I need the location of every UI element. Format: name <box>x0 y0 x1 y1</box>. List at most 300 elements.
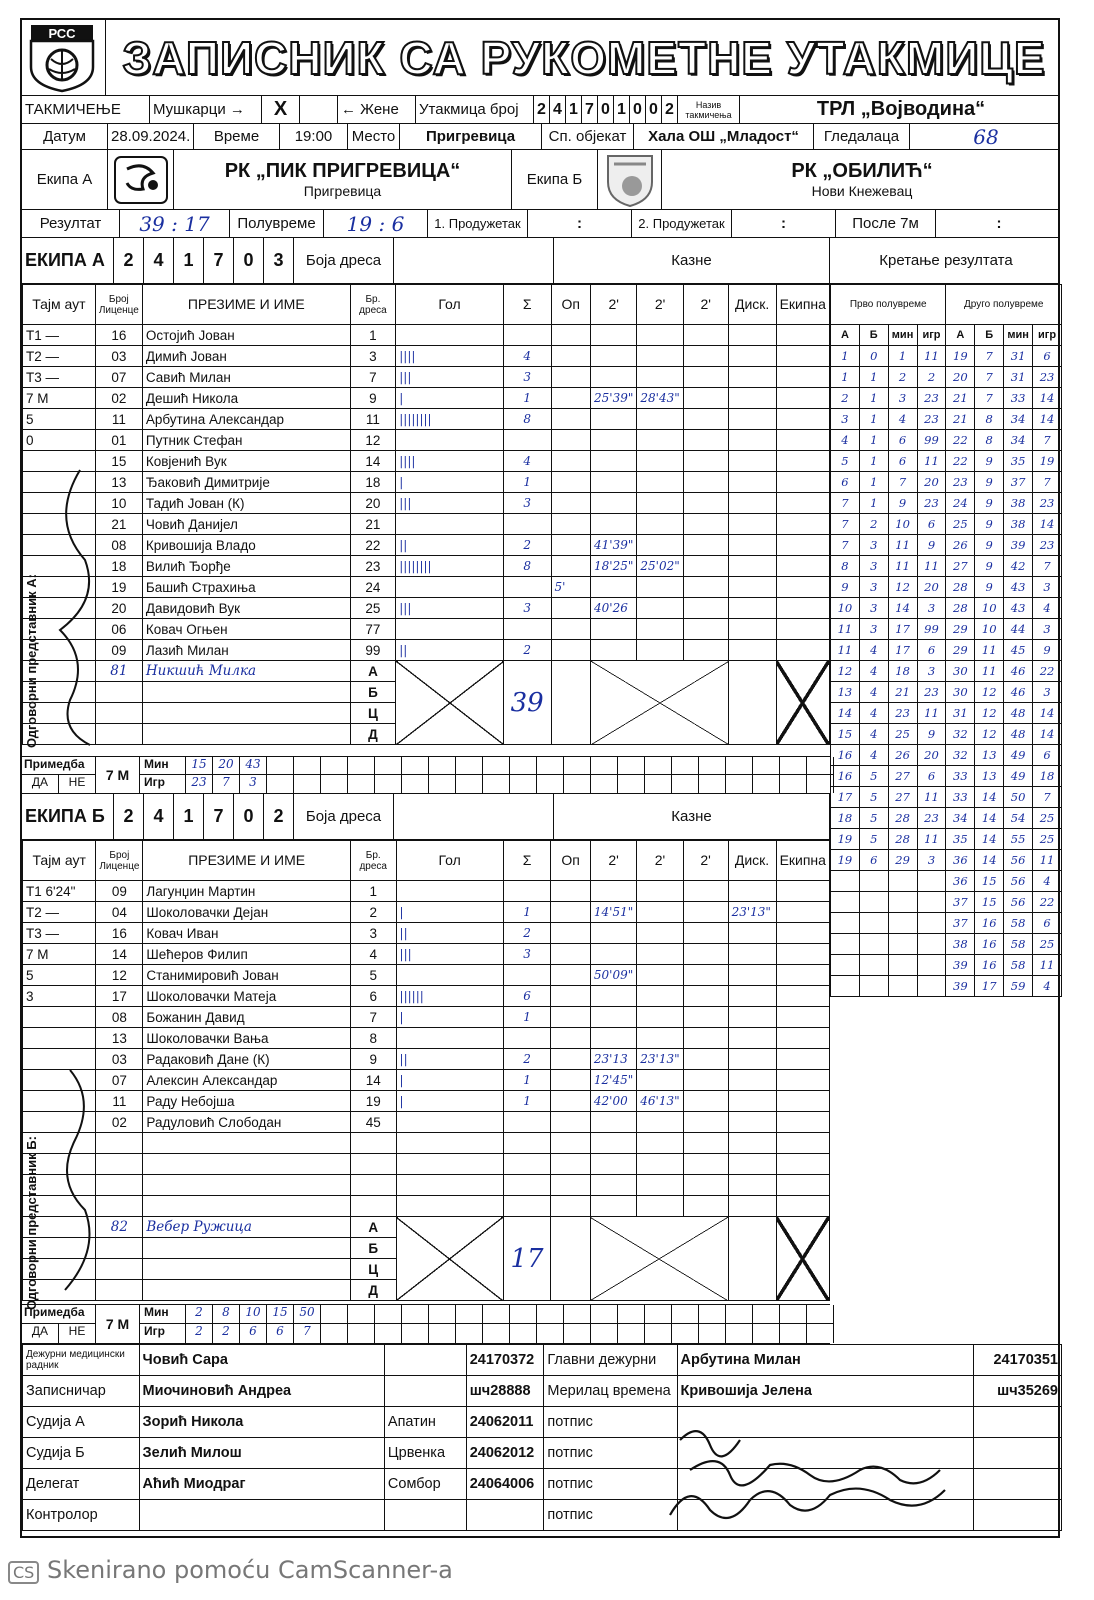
player-cell: Станимировић Јован <box>143 965 351 986</box>
team-b-jersey-label: Боја дреса <box>294 794 394 839</box>
player-cell: 3 <box>503 367 551 388</box>
player-cell: |||||||| <box>396 409 504 430</box>
player-cell <box>683 388 728 409</box>
progress-cell: 48 <box>1004 724 1033 745</box>
no-label: НЕ <box>68 1324 86 1338</box>
player-cell <box>728 881 776 902</box>
official-name <box>142 682 350 703</box>
player-cell: Човић Данијел <box>142 514 350 535</box>
progress-row <box>831 367 1062 388</box>
team-a-code-digit: 2 <box>114 238 144 283</box>
progress-col-header: игр <box>917 325 946 346</box>
player-cell <box>551 1007 590 1028</box>
player-cell: 46'13" <box>637 1091 683 1112</box>
player-cell <box>728 923 776 944</box>
progress-row <box>831 808 1062 829</box>
player-cell: 40'26 <box>591 598 637 619</box>
column-header: Оп <box>551 285 591 325</box>
progress-cell: 39 <box>1004 535 1033 556</box>
progress-cell <box>831 955 860 976</box>
player-cell <box>637 1196 683 1217</box>
progress-row <box>831 724 1062 745</box>
org-label: РСС <box>48 25 76 41</box>
player-cell <box>776 1196 829 1217</box>
player-cell <box>637 514 683 535</box>
player-cell: 7 <box>350 367 396 388</box>
progress-cell: 35 <box>946 829 975 850</box>
player-cell: Дешић Никола <box>142 388 350 409</box>
note-block <box>22 757 96 793</box>
official-code: Б <box>350 1238 396 1259</box>
player-cell <box>776 409 829 430</box>
sevenm-min <box>564 757 590 775</box>
sevenm-igr: 23 <box>191 775 207 789</box>
sevenm-igr <box>807 775 833 793</box>
result-value: 39 : 17 <box>120 210 230 237</box>
sevenm-min <box>510 757 536 775</box>
player-cell <box>683 514 728 535</box>
player-cell: Ђаковић Димитрије <box>142 472 350 493</box>
team-b-code-digit: 7 <box>204 794 234 839</box>
progress-cell: 32 <box>946 724 975 745</box>
progress-row <box>831 640 1062 661</box>
progress-cell: 1 <box>859 472 888 493</box>
player-cell: | <box>396 1070 503 1091</box>
progress-cell: 6 <box>1033 913 1062 934</box>
player-cell <box>503 1154 551 1175</box>
official-staff-row <box>23 1376 1062 1407</box>
official-code: Ц <box>350 1259 396 1280</box>
sevenm-cell <box>537 757 564 793</box>
progress-cell: 20 <box>917 745 946 766</box>
player-cell <box>728 535 776 556</box>
crossed-cell <box>776 1217 829 1301</box>
staff-role: Судија Б <box>23 1438 140 1469</box>
player-cell: 10 <box>95 493 142 514</box>
player-cell: 20 <box>350 493 396 514</box>
progress-cell: 11 <box>917 346 946 367</box>
progress-col-header: мин <box>1004 325 1033 346</box>
sevenm-min <box>618 1305 644 1324</box>
sevenm-cell <box>402 1305 429 1343</box>
player-cell: 21 <box>95 514 142 535</box>
player-cell <box>683 1175 728 1196</box>
column-header: Екипна <box>776 841 829 881</box>
sevenm-cell <box>375 757 402 793</box>
player-cell: Кривошија Владо <box>142 535 350 556</box>
player-cell <box>683 598 728 619</box>
progress-cell: 31 <box>946 703 975 724</box>
staff-role2: потпис <box>544 1407 677 1438</box>
after7-value: : <box>996 215 1002 232</box>
progress-cell: 23 <box>917 808 946 829</box>
team-b-name: РК „ОБИЛИЋ“ <box>791 160 933 182</box>
progress-cell: 1 <box>859 451 888 472</box>
min-igr-labels <box>140 757 186 793</box>
sevenm-igr <box>672 775 698 793</box>
sevenm-igr <box>537 1324 563 1343</box>
sevenm-min <box>429 1305 455 1324</box>
progress-cell: 5 <box>859 766 888 787</box>
progress-row <box>831 787 1062 808</box>
progress-cell: 12 <box>975 682 1004 703</box>
player-cell <box>591 514 637 535</box>
staff-lic2: 24170351 <box>974 1345 1062 1376</box>
player-cell <box>728 346 776 367</box>
sevenm-igr <box>321 1324 347 1343</box>
progress-cell: 14 <box>1033 388 1062 409</box>
player-cell: Ковач Иван <box>143 923 351 944</box>
venue-label: Сп. објекат <box>542 124 634 149</box>
player-cell: 18 <box>350 472 396 493</box>
yes-label: ДА <box>22 775 59 793</box>
sevenm-igr: 6 <box>249 1324 257 1338</box>
sevenm-igr <box>726 775 752 793</box>
team-b-city: Нови Кнежевац <box>811 183 913 199</box>
progress-cell: 16 <box>831 766 860 787</box>
progress-cell: 13 <box>975 745 1004 766</box>
player-cell <box>503 1196 551 1217</box>
progress-cell <box>859 976 888 997</box>
progress-cell: 19 <box>831 829 860 850</box>
first-half-label: Прво полувреме <box>831 285 946 325</box>
sevenm-min <box>348 1305 374 1324</box>
player-cell <box>683 472 728 493</box>
comp-name: ТРЛ „Војводина“ <box>816 98 986 120</box>
sevenm-min <box>456 1305 482 1324</box>
player-cell: T3 — <box>23 367 96 388</box>
progress-cell: 8 <box>975 430 1004 451</box>
team-a-header-row <box>22 238 1058 284</box>
progress-row <box>831 556 1062 577</box>
yes-no <box>22 775 95 793</box>
progress-cell: 33 <box>1004 388 1033 409</box>
staff-city <box>384 1500 466 1531</box>
player-cell <box>591 577 637 598</box>
progress-cell <box>917 934 946 955</box>
player-cell <box>551 1112 590 1133</box>
player-cell <box>551 1133 590 1154</box>
staff-lic2 <box>974 1500 1062 1531</box>
player-cell: 13 <box>95 472 142 493</box>
player-cell <box>396 1175 503 1196</box>
note-label: Примедба <box>22 1305 95 1324</box>
player-cell <box>637 535 683 556</box>
progress-cell: 22 <box>946 451 975 472</box>
progress-row <box>831 472 1062 493</box>
player-cell <box>551 1154 590 1175</box>
progress-row <box>831 976 1062 997</box>
progress-cell: 3 <box>917 850 946 871</box>
player-cell: 25 <box>350 598 396 619</box>
progress-cell: 19 <box>1033 451 1062 472</box>
player-cell <box>683 965 728 986</box>
player-row <box>23 1133 830 1154</box>
progress-cell: 37 <box>946 892 975 913</box>
team-b-code-digit: 2 <box>114 794 144 839</box>
progress-cell: 11 <box>917 829 946 850</box>
player-cell: 17 <box>96 986 143 1007</box>
player-cell <box>637 430 683 451</box>
player-cell <box>683 986 728 1007</box>
half-value: 19 : 6 <box>324 210 428 237</box>
player-cell: |||||||| <box>396 556 504 577</box>
player-cell <box>637 577 683 598</box>
player-cell <box>503 965 551 986</box>
official-name: Вебер Ружица <box>143 1217 351 1238</box>
player-cell <box>728 1049 776 1070</box>
player-cell: 25'39" <box>591 388 637 409</box>
match-number <box>534 96 678 123</box>
player-cell <box>590 1133 636 1154</box>
sevenm-cell <box>699 757 726 793</box>
staff-lic2 <box>974 1407 1062 1438</box>
progress-cell <box>831 892 860 913</box>
sevenm-cell <box>672 1305 699 1343</box>
player-cell: 5 <box>23 965 96 986</box>
player-cell <box>776 556 829 577</box>
progress-cell: 7 <box>831 535 860 556</box>
progress-cell: 1 <box>859 409 888 430</box>
progress-cell: 21 <box>946 409 975 430</box>
player-cell: T1 6'24" <box>23 881 96 902</box>
progress-cell: 4 <box>859 640 888 661</box>
team-a-code-digit: 1 <box>174 238 204 283</box>
player-cell <box>551 1028 590 1049</box>
progress-row <box>831 703 1062 724</box>
column-header: 2' <box>637 285 683 325</box>
staff-name2: Арбутина Милан <box>677 1345 973 1376</box>
progress-cell: 7 <box>975 367 1004 388</box>
progress-cell: 9 <box>917 724 946 745</box>
progress-cell: 58 <box>1004 913 1033 934</box>
sevenm-igr <box>510 775 536 793</box>
staff-role2: потпис <box>544 1469 677 1500</box>
progress-row <box>831 913 1062 934</box>
official-row <box>23 661 830 682</box>
player-cell <box>683 1028 728 1049</box>
column-header: Тајм аут <box>23 285 96 325</box>
staff-lic: 24064006 <box>466 1469 544 1500</box>
sevenm-cell <box>348 1305 375 1343</box>
progress-cell: 1 <box>859 493 888 514</box>
player-cell <box>590 1196 636 1217</box>
note-block <box>22 1305 96 1343</box>
player-cell: ||| <box>396 944 503 965</box>
progress-cell <box>859 871 888 892</box>
player-cell: 1 <box>503 1070 551 1091</box>
progress-cell: 36 <box>946 850 975 871</box>
player-cell <box>776 944 829 965</box>
progress-row <box>831 619 1062 640</box>
progress-cell: 36 <box>946 871 975 892</box>
sevenm-min <box>429 757 455 775</box>
progress-cell: 22 <box>946 430 975 451</box>
player-cell <box>503 1028 551 1049</box>
player-row <box>23 493 830 514</box>
sevenm-igr <box>375 775 401 793</box>
player-cell: |||| <box>396 346 504 367</box>
sevenm-min <box>537 757 563 775</box>
player-cell <box>683 1133 728 1154</box>
column-header: ПРЕЗИМЕ И ИМЕ <box>142 285 350 325</box>
progress-cell: 9 <box>917 535 946 556</box>
progress-header-row <box>831 285 1062 325</box>
sevenm-cell <box>267 1305 294 1343</box>
player-cell <box>350 1175 396 1196</box>
player-cell: 14 <box>350 451 396 472</box>
team-a-logo <box>108 150 174 209</box>
official-name: Никшић Милка <box>142 661 350 682</box>
progress-cell: 11 <box>1033 955 1062 976</box>
player-cell <box>728 1028 776 1049</box>
official-name <box>143 1238 351 1259</box>
player-cell: T1 — <box>23 325 96 346</box>
progress-cell: 6 <box>1033 346 1062 367</box>
progress-cell: 1 <box>831 346 860 367</box>
progress-row <box>831 577 1062 598</box>
player-cell <box>396 1196 503 1217</box>
progress-cell: 50 <box>1004 787 1033 808</box>
competition-row <box>22 96 1058 124</box>
sevenm-igr <box>564 1324 590 1343</box>
player-cell: 07 <box>95 367 142 388</box>
player-cell <box>776 430 829 451</box>
progress-cell: 31 <box>1004 367 1033 388</box>
title-row <box>22 20 1058 96</box>
progress-cell: 15 <box>831 724 860 745</box>
player-cell: 16 <box>95 325 142 346</box>
player-cell: | <box>396 472 504 493</box>
player-cell <box>728 388 776 409</box>
sevenm-min <box>753 1305 779 1324</box>
yes-label: ДА <box>22 1324 59 1343</box>
progress-cell: 3 <box>859 535 888 556</box>
progress-cell: 24 <box>946 493 975 514</box>
player-cell: 1 <box>503 1091 551 1112</box>
sevenm-igr <box>483 1324 509 1343</box>
player-cell <box>683 430 728 451</box>
team-a-jersey-value <box>394 238 554 283</box>
progress-cell: 11 <box>975 640 1004 661</box>
sevenm-igr <box>780 775 806 793</box>
venue-value: Хала ОШ „Младост“ <box>634 124 814 149</box>
player-cell: 23 <box>350 556 396 577</box>
sevenm-min <box>375 757 401 775</box>
player-cell <box>683 535 728 556</box>
player-cell: 8 <box>350 1028 396 1049</box>
ot2-value: : <box>732 210 836 237</box>
team-a-table <box>22 284 830 745</box>
match-no-digit: 0 <box>646 96 662 123</box>
player-cell: 1 <box>350 325 396 346</box>
sevenm-min <box>699 1305 725 1324</box>
sevenm-igr <box>645 1324 671 1343</box>
player-cell: 4 <box>350 944 396 965</box>
progress-cell: 26 <box>888 745 917 766</box>
official-lic: 82 <box>96 1217 143 1238</box>
sevenm-igr <box>348 1324 374 1343</box>
player-cell: 01 <box>95 430 142 451</box>
sevenm-min <box>321 1305 347 1324</box>
player-cell <box>728 472 776 493</box>
player-cell: 3 <box>503 493 551 514</box>
empty-cell <box>728 661 776 745</box>
player-cell: Радаковић Дане (К) <box>143 1049 351 1070</box>
progress-cell: 1 <box>859 430 888 451</box>
staff-role: Делегат <box>23 1469 140 1500</box>
sevenm-cell <box>213 757 240 793</box>
player-cell <box>683 409 728 430</box>
comp-name-label: Назив такмичења <box>678 96 740 123</box>
progress-cell: 55 <box>1004 829 1033 850</box>
progress-row <box>831 388 1062 409</box>
progress-cell: 11 <box>888 535 917 556</box>
table-header-row <box>23 285 830 325</box>
match-no-digit: 2 <box>534 96 550 123</box>
player-row <box>23 902 830 923</box>
player-cell <box>637 986 683 1007</box>
staff-role: Судија А <box>23 1407 140 1438</box>
team-a-jersey-label: Боја дреса <box>294 238 394 283</box>
men-label: Мушкарци <box>153 101 226 118</box>
player-cell <box>551 472 591 493</box>
sevenm-cell <box>294 757 321 793</box>
player-row <box>23 1175 830 1196</box>
player-row <box>23 388 830 409</box>
staff-role: Контролор <box>23 1500 140 1531</box>
player-cell <box>590 923 636 944</box>
player-cell <box>551 367 591 388</box>
player-cell <box>683 325 728 346</box>
player-cell <box>683 451 728 472</box>
player-cell <box>728 325 776 346</box>
official-name <box>143 1259 351 1280</box>
progress-cell: 4 <box>859 703 888 724</box>
player-cell <box>503 619 551 640</box>
column-header: Бр. дреса <box>350 841 396 881</box>
player-cell <box>728 1007 776 1028</box>
sevenm-igr <box>321 775 347 793</box>
player-cell <box>728 1091 776 1112</box>
team-a-section-label: ЕКИПА А <box>22 238 114 283</box>
sevenm-min: 50 <box>294 1305 320 1324</box>
progress-row <box>831 892 1062 913</box>
progress-cell: 17 <box>831 787 860 808</box>
progress-cell: 4 <box>859 745 888 766</box>
team-b-header-row <box>22 794 830 840</box>
progress-cell: 19 <box>946 346 975 367</box>
match-no-digit: 0 <box>598 96 614 123</box>
player-cell: Шоколовачки Матеја <box>143 986 351 1007</box>
match-no-digit: 0 <box>630 96 646 123</box>
progress-cell: 14 <box>975 808 1004 829</box>
player-cell <box>776 902 829 923</box>
scanner-footer <box>8 1556 453 1584</box>
player-cell: Давидовић Вук <box>142 598 350 619</box>
sevenm-cell <box>672 757 699 793</box>
player-row <box>23 472 830 493</box>
progress-cell: 11 <box>975 661 1004 682</box>
player-cell <box>637 325 683 346</box>
sevenm-min <box>672 757 698 775</box>
column-header: 2' <box>591 285 637 325</box>
team-b-jersey-value <box>394 794 554 839</box>
sevenm-cell <box>240 757 267 793</box>
progress-cell: 23 <box>917 682 946 703</box>
team-b-crest-icon <box>602 152 658 208</box>
progress-cell: 38 <box>946 934 975 955</box>
